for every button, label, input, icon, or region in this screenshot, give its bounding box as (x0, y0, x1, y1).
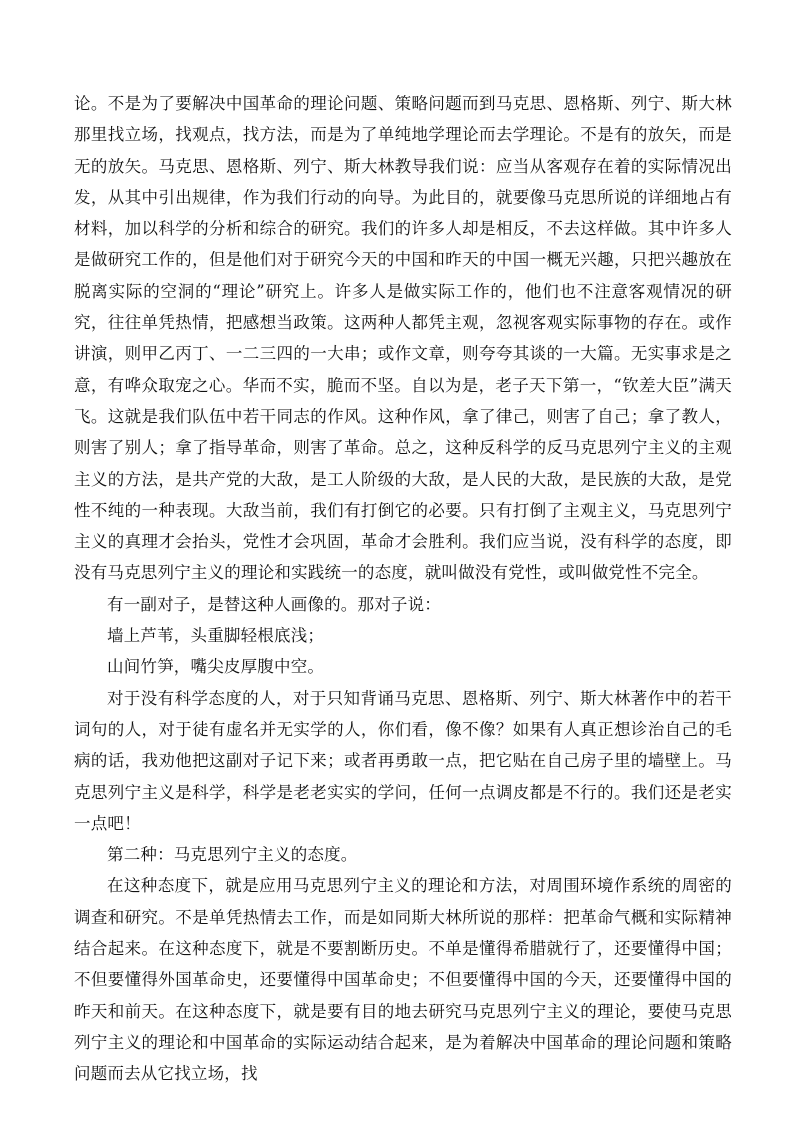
couplet-line-1: 墙上芦苇，头重脚轻根底浅； (107, 626, 325, 646)
paragraph-3: 对于没有科学态度的人，对于只知背诵马克思、恩格斯、列宁、斯大林著作中的若干词句的人，对于徒有虚名并无实学的人，你们看，像不像？如果有人真正想诊治自己的毛病的话，我劝他把这副对子记下来；或者再勇敢一点，把它贴在自己房子里的墙壁上。马克思列宁主义是科学，科学是老老实实的学问，任何一点调皮都是不行的。我们还是老实一点吧！ (74, 688, 732, 833)
document-body (74, 88, 732, 1090)
paragraph-4: 在这种态度下，就是应用马克思列宁主义的理论和方法，对周围环境作系统的周密的调查和研究。不是单凭热情去工作，而是如同斯大林所说的那样：把革命气概和实际精神结合起来。在这种态度下，就是不要割断历史。不单是懂得希腊就行了，还要懂得中国；不但要懂得外国革命史，还要懂得中国革命史；不但要懂得中国的今天，还要懂得中国的昨天和前天。在这种态度下，就是要有目的地去研究马克思列宁主义的理论，要使马克思列宁主义的理论和中国革命的实际运动结合起来，是为着解决中国革命的理论问题和策略问题而去从它找立场，找 (74, 876, 732, 1084)
paragraph-2: 有一副对子，是替这种人画像的。那对子说： (107, 594, 441, 614)
section-heading: 第二种：马克思列宁主义的态度。 (107, 845, 358, 865)
couplet-line-2: 山间竹笋，嘴尖皮厚腹中空。 (107, 657, 325, 677)
paragraph-1: 论。不是为了要解决中国革命的理论问题、策略问题而到马克思、恩格斯、列宁、斯大林那里找立场，找观点，找方法，而是为了单纯地学理论而去学理论。不是有的放矢，而是无的放矢。马克思、恩格斯、列宁、斯大林教导我们说：应当从客观存在着的实际情况出发，从其中引出规律，作为我们行动的向导。为此目的，就要像马克思所说的详细地占有材料，加以科学的分析和综合的研究。我们的许多人却是相反，不去这样做。其中许多人是做研究工作的，但是他们对于研究今天的中国和昨天的中国一概无兴趣，只把兴趣放在脱离实际的空洞的“理论”研究上。许多人是做实际工作的，他们也不注意客观情况的研究，往往单凭热情，把感想当政策。这两种人都凭主观，忽视客观实际事物的存在。或作讲演，则甲乙丙丁、一二三四的一大串；或作文章，则夸夸其谈的一大篇。无实事求是之意，有哗众取宠之心。华而不实，脆而不坚。自以为是，老子天下第一，“钦差大臣”满天飞。这就是我们队伍中若干同志的作风。这种作风，拿了律己，则害了自己；拿了教人，则害了别人；拿了指导革命，则害了革命。总之，这种反科学的反马克思列宁主义的主观主义的方法，是共产党的大敌，是工人阶级的大敌，是人民的大敌，是民族的大敌，是党性不纯的一种表现。大敌当前，我们有打倒它的必要。只有打倒了主观主义，马克思列宁主义的真理才会抬头，党性才会巩固，革命才会胜利。我们应当说，没有科学的态度，即没有马克思列宁主义的理论和实践统一的态度，就叫做没有党性，或叫做党性不完全。 (74, 94, 732, 583)
